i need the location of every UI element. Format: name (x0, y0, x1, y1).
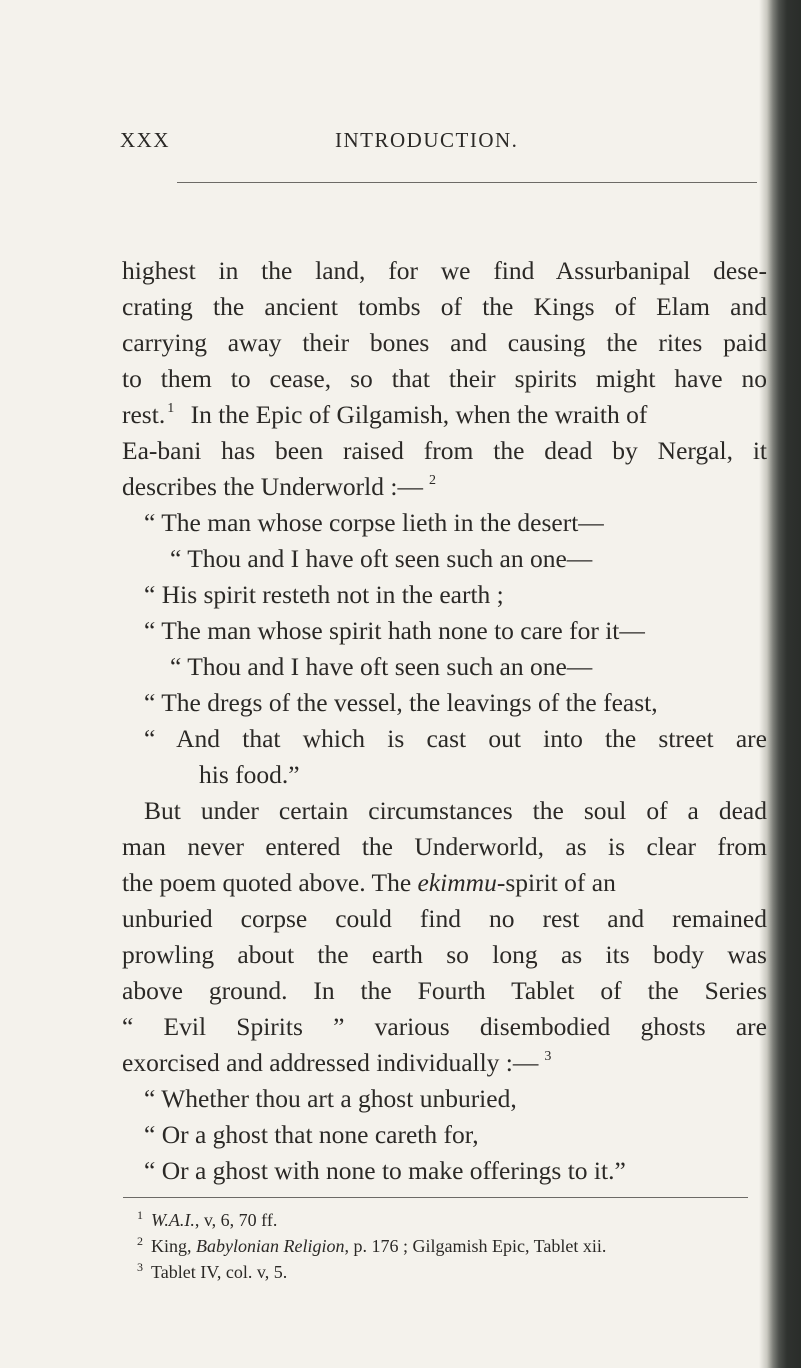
footnote-text: King, (151, 1236, 196, 1256)
footnote-1 (137, 1208, 277, 1232)
text-segment: rest. (122, 400, 166, 429)
footnote-rule (123, 1197, 748, 1198)
text-line: above ground. In the Fourth Tablet of the Series (122, 976, 767, 1005)
footnote-text: , p. 176 ; Gilgamish Epic, Tablet xii. (344, 1236, 607, 1256)
verse-line: “ Whether thou art a ghost unburied, (144, 1084, 517, 1113)
footnote-number: 3 (137, 1260, 143, 1274)
header-rule (177, 182, 757, 183)
verse-line: “ His spirit resteth not in the earth ; (144, 580, 504, 609)
text-segment: the poem quoted above. The (122, 868, 418, 897)
text-line (122, 470, 767, 504)
footnote-number: 1 (137, 1208, 143, 1222)
verse-line: “ Thou and I have oft seen such an one— (170, 544, 593, 573)
text-line (122, 398, 767, 432)
footnote-ref-3: 3 (544, 1049, 552, 1064)
text-line: prowling about the earth so long as its body was (122, 940, 767, 969)
verse-line: “ Or a ghost with none to make offerings to it.” (144, 1156, 626, 1185)
text-line: to them to cease, so that their spirits might have no (122, 364, 767, 393)
verse-line: “ Or a ghost that none careth for, (144, 1120, 479, 1149)
verse-line: his food.” (199, 760, 300, 789)
verse-line: “ Thou and I have oft seen such an one— (170, 652, 593, 681)
footnote-ref-1: 1 (167, 401, 175, 416)
footnote-text: , v, 6, 70 ff. (194, 1210, 278, 1230)
text-line: Ea-bani has been raised from the dead by Nergal, it (122, 436, 767, 465)
footnote-italic: Babylonian Religion (196, 1236, 345, 1256)
italic-term: ekimmu (417, 868, 497, 897)
text-segment: In the Epic of Gilgamish, when the wraith of (190, 400, 648, 429)
footnote-number: 2 (137, 1234, 143, 1248)
verse-line: “ The man whose spirit hath none to care for it— (144, 616, 645, 645)
text-line: “ Evil Spirits ” various disembodied ghosts are (122, 1012, 767, 1041)
text-line: highest in the land, for we find Assurbanipal dese- (122, 256, 767, 285)
text-line: But under certain circumstances the soul of a dead (144, 796, 767, 825)
text-line: carrying away their bones and causing the rites paid (122, 328, 767, 357)
verse-line: “ And that which is cast out into the street are (144, 724, 767, 753)
footnote-text: Tablet IV, col. v, 5. (151, 1262, 288, 1282)
footnote-italic: W.A.I. (151, 1210, 195, 1230)
text-line: crating the ancient tombs of the Kings of Elam and (122, 292, 767, 321)
folio-number: XXX (120, 128, 170, 152)
text-line (122, 866, 767, 900)
text-segment: describes the Underworld :— (122, 472, 423, 501)
running-title: INTRODUCTION. (335, 128, 519, 152)
verse-line: “ The man whose corpse lieth in the desert— (144, 508, 604, 537)
text-line: unburied corpse could find no rest and remained (122, 904, 767, 933)
running-head (120, 128, 760, 158)
text-segment: exorcised and addressed individually :— (122, 1048, 539, 1077)
verse-line: “ The dregs of the vessel, the leavings of the feast, (144, 688, 658, 717)
footnote-ref-2: 2 (428, 473, 436, 488)
footnote-3 (137, 1260, 287, 1284)
footnote-2 (137, 1234, 606, 1258)
text-line (122, 1046, 767, 1080)
text-segment: -spirit of an (496, 868, 616, 897)
text-line: man never entered the Underworld, as is clear from (122, 832, 767, 861)
